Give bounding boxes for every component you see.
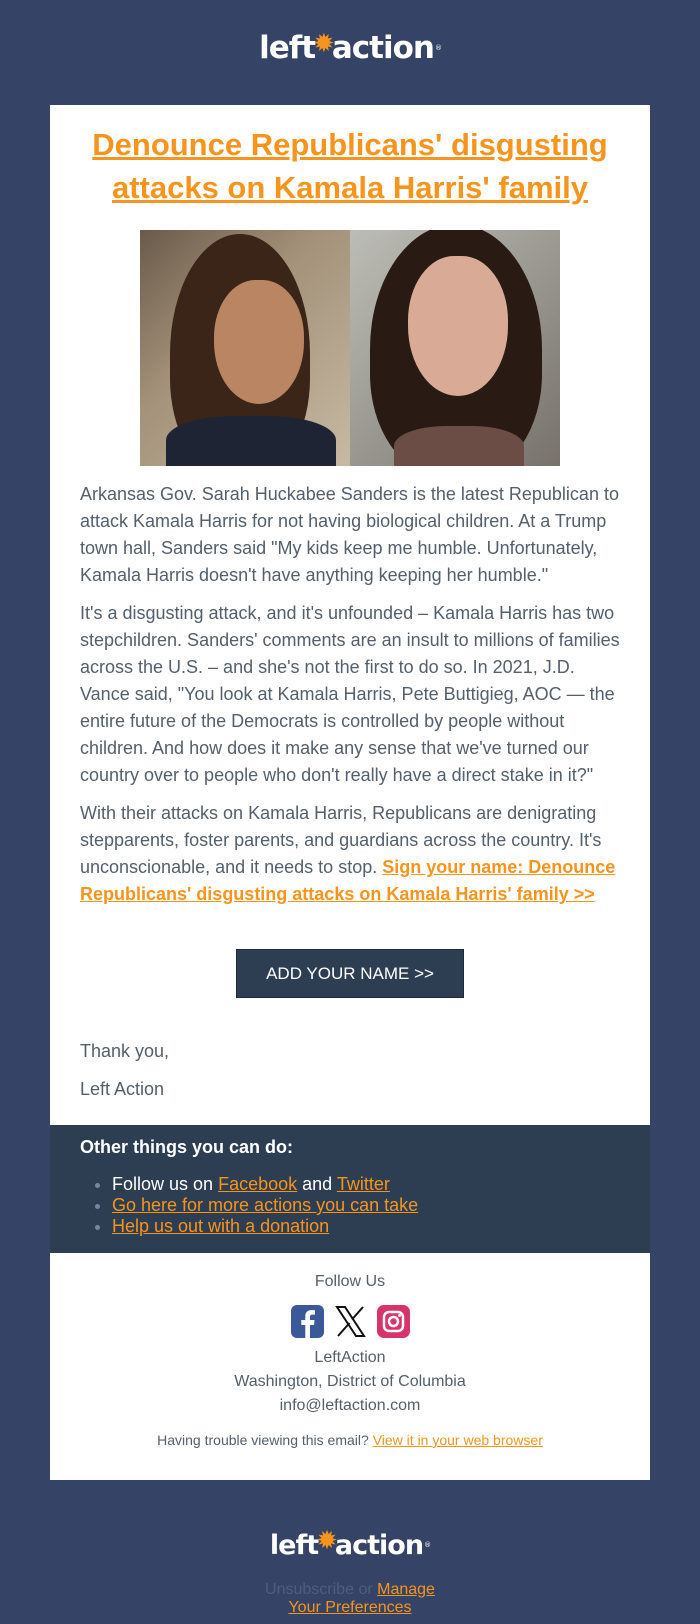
- paragraph-1: Arkansas Gov. Sarah Huckabee Sanders is the latest Republican to attack Kamala Harris for not having biological children. At a Trump town hall, Sanders said "My kids keep me humble. Unfortunately, Kamala Harris doesn't have anything keeping her humble.": [80, 484, 619, 585]
- paragraph-3: With their attacks on Kamala Harris, Republicans are denigrating stepparents, foster parents, and guardians across the country. It's unconscionable, and it needs to stop. Sign your name: Denounce Republicans' disgusting attacks on Kamala Harris' family >>: [80, 803, 616, 904]
- other-actions-panel: [50, 1125, 650, 1253]
- preferences-link[interactable]: Your Preferences: [288, 1599, 412, 1616]
- headline-link[interactable]: Denounce Republicans' disgusting attacks on Kamala Harris' family: [92, 127, 608, 205]
- twitter-link[interactable]: Twitter: [336, 1174, 390, 1194]
- email-card: [50, 105, 650, 1480]
- sign-name-link[interactable]: Sign your name: Denounce Republicans' disgusting attacks on Kamala Harris' family >>: [80, 857, 616, 904]
- signature-text: Left Action: [80, 1079, 165, 1099]
- list-item: [112, 1216, 620, 1237]
- follow-us-label: Follow Us: [314, 1273, 386, 1290]
- paragraph-2: It's a disgusting attack, and it's unfounded – Kamala Harris has two stepchildren. Sanders' comments are an insult to millions of families across the U.S. – and she's not the first to do so. In 2021, J.D. Vance said, "You look at Kamala Harris, Pete Buttigieg, AOC — the entire future of the Democrats is controlled by people without children. And how does it make any sense that we've turned our country over to people who don't really have a direct stake in it?": [80, 603, 620, 785]
- add-your-name-button[interactable]: ADD YOUR NAME >>: [236, 949, 464, 998]
- trouble-viewing: Having trouble viewing this email? View it in your web browser: [157, 1432, 543, 1448]
- hero-image[interactable]: [140, 230, 560, 466]
- donate-link[interactable]: Help us out with a donation: [112, 1216, 330, 1236]
- footer-org: LeftAction: [314, 1349, 386, 1366]
- portrait-right: [350, 230, 560, 466]
- manage-link[interactable]: Manage: [377, 1581, 435, 1598]
- x-icon[interactable]: [334, 1305, 367, 1338]
- other-actions-list: [80, 1174, 620, 1237]
- unsubscribe-link[interactable]: Unsubscribe: [265, 1581, 354, 1598]
- facebook-link[interactable]: Facebook: [218, 1174, 298, 1194]
- thank-you-text: Thank you,: [80, 1041, 170, 1061]
- footer-email: info@leftaction.com: [279, 1397, 421, 1414]
- unsubscribe-area: Unsubscribe or Manage Your Preferences: [265, 1581, 435, 1616]
- list-item: • Follow us on Facebook and Twitter: [112, 1174, 620, 1195]
- list-item: [112, 1195, 620, 1216]
- sunburst-icon: ✹: [316, 1526, 337, 1556]
- portrait-left: [140, 230, 350, 466]
- email-body: [50, 466, 650, 908]
- leftaction-logo-bottom[interactable]: left ✹ action ®: [269, 1526, 431, 1561]
- social-icons: [50, 1305, 650, 1338]
- more-actions-link[interactable]: Go here for more actions you can take: [112, 1195, 419, 1215]
- view-in-browser-link[interactable]: View it in your web browser: [372, 1432, 543, 1448]
- instagram-icon[interactable]: [377, 1305, 410, 1338]
- signoff: [50, 998, 650, 1101]
- facebook-icon[interactable]: [291, 1305, 324, 1338]
- sunburst-icon: ✹: [313, 29, 334, 59]
- footer-location: Washington, District of Columbia: [234, 1373, 466, 1390]
- other-actions-title: Other things you can do:: [80, 1137, 294, 1157]
- leftaction-logo-top[interactable]: left ✹ action ®: [259, 29, 441, 66]
- email-footer: [50, 1253, 650, 1480]
